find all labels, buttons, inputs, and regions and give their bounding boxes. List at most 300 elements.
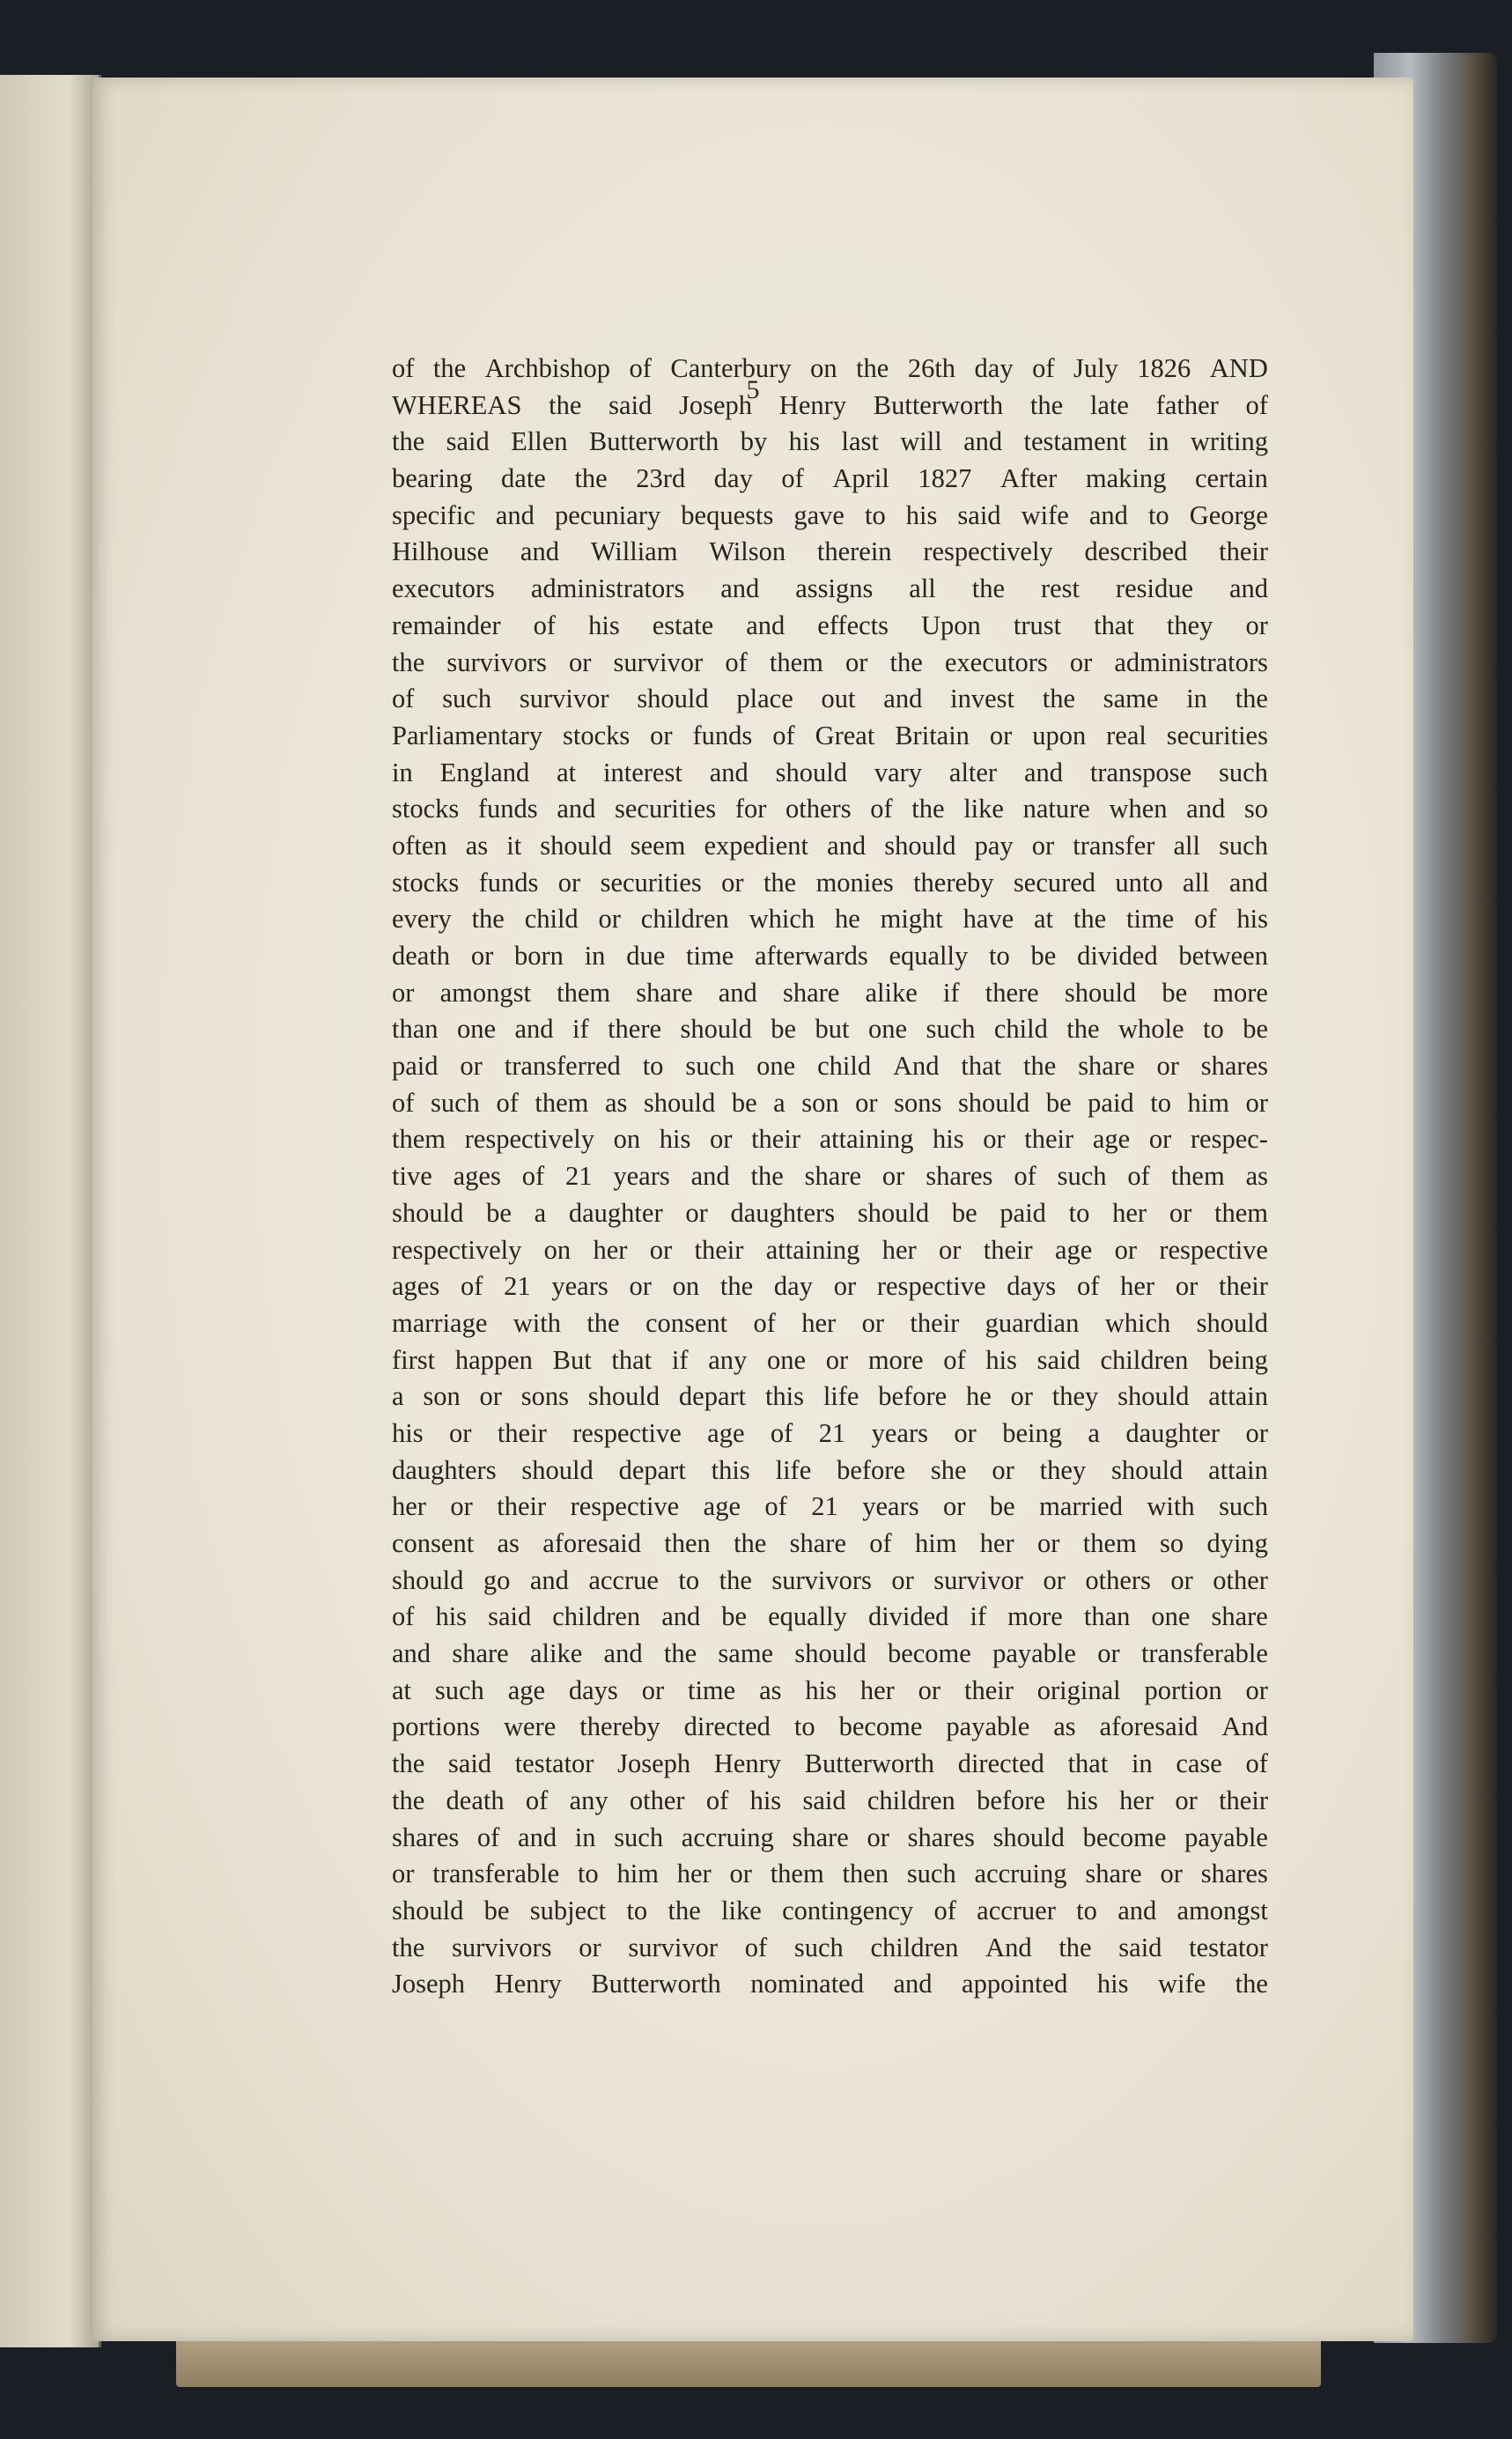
- word: pecuniary: [554, 499, 661, 530]
- word: amongst: [1176, 1895, 1268, 1925]
- text-line: [392, 1599, 1268, 1636]
- word: like: [963, 794, 1004, 824]
- word: share: [782, 977, 840, 1008]
- word: their: [1218, 1271, 1268, 1302]
- word: to: [793, 1711, 815, 1742]
- word: he: [965, 1381, 992, 1412]
- word: their: [497, 1491, 547, 1522]
- word: share: [792, 1822, 849, 1852]
- word: child: [817, 1051, 872, 1082]
- word: her: [1112, 1197, 1147, 1228]
- word: all: [1173, 830, 1200, 861]
- word: executors: [944, 647, 1048, 677]
- word: or: [855, 1087, 878, 1118]
- word: if: [942, 977, 960, 1008]
- word: should: [392, 1197, 464, 1228]
- text-line: [392, 498, 1268, 535]
- word: one: [756, 1051, 796, 1082]
- word: accrue: [588, 1564, 659, 1595]
- word: in: [392, 757, 413, 787]
- word: his: [1236, 904, 1268, 935]
- word: wife: [1021, 499, 1069, 530]
- word: testament: [1023, 426, 1127, 457]
- text-line: [392, 1489, 1268, 1526]
- word: secured: [1013, 867, 1096, 898]
- word: pay: [974, 830, 1014, 861]
- word: Hilhouse: [392, 536, 490, 567]
- word: of: [392, 353, 415, 383]
- word: respectively: [464, 1124, 594, 1155]
- word: be: [483, 1895, 510, 1925]
- word: on: [810, 353, 837, 383]
- text-line: [392, 718, 1268, 755]
- word: or: [649, 1234, 673, 1265]
- word: Henry: [778, 389, 847, 420]
- word: they: [1039, 1454, 1087, 1485]
- text-line: [392, 1930, 1268, 1967]
- word: executors: [392, 573, 495, 604]
- word: directed: [683, 1711, 771, 1742]
- word: this: [764, 1381, 805, 1412]
- word: or: [1170, 1564, 1193, 1595]
- word: rest: [1040, 573, 1080, 604]
- word: said: [446, 426, 490, 457]
- word: of: [1245, 389, 1268, 420]
- word: respectively: [392, 1234, 522, 1265]
- text-line: [392, 571, 1268, 608]
- text-line: [392, 1673, 1268, 1710]
- word: of: [1194, 904, 1217, 935]
- word: they: [1051, 1381, 1099, 1412]
- facing-page-edge: [0, 75, 101, 2347]
- word: should: [643, 1087, 716, 1118]
- word: remainder: [392, 610, 501, 640]
- word: vary: [874, 757, 923, 787]
- word: place: [736, 684, 793, 714]
- word: share: [636, 977, 693, 1008]
- word: her: [979, 1528, 1014, 1558]
- word: or: [650, 720, 673, 750]
- word: a: [534, 1197, 547, 1228]
- word: shares: [392, 1822, 460, 1852]
- word: of: [496, 1087, 519, 1118]
- word: or: [861, 1307, 884, 1338]
- word: their: [963, 1674, 1014, 1705]
- word: the: [574, 463, 608, 494]
- word: a: [1088, 1417, 1100, 1448]
- word: contingency: [782, 1895, 914, 1925]
- text-line: [392, 1709, 1268, 1746]
- word: of: [1076, 1271, 1100, 1302]
- word: accruing: [974, 1859, 1067, 1889]
- word: stocks: [392, 794, 460, 824]
- word: her: [392, 1491, 426, 1522]
- word: such: [685, 1051, 735, 1082]
- text-line: [392, 1526, 1268, 1563]
- word: of: [753, 1307, 776, 1338]
- word: late: [1089, 389, 1129, 420]
- word: Parliamentary: [392, 720, 543, 750]
- word: years: [551, 1271, 608, 1302]
- word: the: [1023, 1051, 1057, 1082]
- word: Archbishop: [484, 353, 610, 383]
- word: or: [1169, 1197, 1192, 1228]
- word: specific: [392, 499, 476, 530]
- word: age: [1054, 1234, 1093, 1265]
- word: Wilson: [709, 536, 786, 567]
- word: age: [707, 1417, 745, 1448]
- word: and: [1088, 499, 1128, 530]
- word: or: [721, 867, 744, 898]
- text-line: [392, 1011, 1268, 1048]
- word: than: [1083, 1601, 1131, 1632]
- word: such: [430, 1087, 480, 1118]
- word: more: [1213, 977, 1268, 1008]
- word: assigns: [795, 573, 874, 604]
- word: should: [884, 830, 956, 861]
- word: depart: [678, 1381, 747, 1412]
- text-line: [392, 901, 1268, 938]
- word: or: [557, 867, 581, 898]
- word: become: [887, 1638, 971, 1669]
- word: the: [432, 353, 467, 383]
- word: that: [1067, 1748, 1109, 1779]
- word: funds: [477, 794, 538, 824]
- word: as: [1053, 1711, 1076, 1742]
- word: subject: [529, 1895, 607, 1925]
- word: and: [495, 499, 535, 530]
- word: due: [626, 941, 666, 971]
- word: son: [801, 1087, 839, 1118]
- word: day: [974, 353, 1014, 383]
- word: years: [871, 1417, 928, 1448]
- word: them: [769, 647, 823, 677]
- word: or: [983, 1124, 1006, 1155]
- word: which: [749, 904, 815, 935]
- word: daughters: [392, 1454, 497, 1485]
- word: his: [905, 499, 938, 530]
- word: sons: [520, 1381, 569, 1412]
- word: gave: [793, 499, 845, 530]
- word: of: [476, 1822, 500, 1852]
- text-line: [392, 1746, 1268, 1783]
- word: estate: [652, 610, 714, 640]
- word: July: [1073, 353, 1118, 383]
- word: date: [501, 463, 546, 494]
- word: said: [608, 389, 653, 420]
- word: securities: [615, 794, 717, 824]
- word: their: [983, 1234, 1033, 1265]
- word: of: [933, 1895, 956, 1925]
- word: certain: [1194, 463, 1268, 494]
- word: this: [711, 1454, 750, 1485]
- word: and: [603, 1638, 643, 1669]
- word: others: [786, 794, 852, 824]
- word: or: [1175, 1785, 1198, 1815]
- word: her: [1119, 1785, 1154, 1815]
- word: should: [857, 1197, 930, 1228]
- word: Upon: [921, 610, 981, 640]
- word: seem: [630, 830, 686, 861]
- word: survivor: [519, 684, 609, 714]
- word: or: [1148, 1124, 1172, 1155]
- word: or: [867, 1822, 889, 1852]
- word: attain: [1208, 1381, 1268, 1412]
- word: him: [915, 1528, 957, 1558]
- word: After: [999, 463, 1058, 494]
- word: or: [1114, 1234, 1138, 1265]
- word: them: [1213, 1197, 1268, 1228]
- word: daughter: [1125, 1417, 1221, 1448]
- word: aforesaid: [542, 1528, 641, 1558]
- word: stocks: [563, 720, 631, 750]
- word: than: [392, 1014, 439, 1045]
- word: them: [770, 1859, 824, 1889]
- word: when: [1109, 794, 1168, 824]
- word: then: [842, 1859, 889, 1889]
- word: the: [971, 573, 1005, 604]
- word: attaining: [765, 1234, 860, 1265]
- word: daughter: [568, 1197, 663, 1228]
- word: with: [1147, 1491, 1195, 1522]
- word: thereby: [579, 1711, 660, 1742]
- word: on: [672, 1271, 700, 1302]
- word: being: [1208, 1344, 1268, 1375]
- word: to: [678, 1564, 700, 1595]
- word: father: [1155, 389, 1219, 420]
- word: between: [1178, 941, 1268, 971]
- word: or: [392, 977, 415, 1008]
- word: share: [1085, 1859, 1142, 1889]
- word: should: [957, 1087, 1030, 1118]
- word: and: [963, 426, 1003, 457]
- word: effects: [817, 610, 889, 640]
- word: payable: [1184, 1822, 1268, 1852]
- word: consent: [392, 1528, 475, 1558]
- word: of: [1014, 1161, 1036, 1192]
- word: guardian: [985, 1307, 1080, 1338]
- word: survivors: [451, 1932, 552, 1962]
- word: alike: [865, 977, 918, 1008]
- word: portion: [1144, 1674, 1222, 1705]
- word: the: [549, 389, 582, 420]
- word: the: [750, 1161, 784, 1192]
- word: should: [637, 684, 709, 714]
- word: shares: [1200, 1859, 1268, 1889]
- word: afterwards: [755, 941, 868, 971]
- word: on: [543, 1234, 572, 1265]
- word: said: [802, 1785, 846, 1815]
- word: years: [613, 1161, 670, 1192]
- word: testator: [514, 1748, 594, 1779]
- word: AND: [1209, 353, 1268, 383]
- word: of: [521, 1161, 545, 1192]
- word: her: [859, 1674, 895, 1705]
- word: every: [392, 904, 452, 935]
- word: ages: [453, 1161, 501, 1192]
- word: William: [590, 536, 678, 567]
- word: being: [1002, 1417, 1062, 1448]
- word: their: [910, 1307, 960, 1338]
- text-line: [392, 424, 1268, 461]
- word: should: [1064, 977, 1137, 1008]
- text-line: [392, 865, 1268, 902]
- word: children: [867, 1785, 955, 1815]
- word: or: [1043, 1564, 1066, 1595]
- word: if: [572, 1014, 589, 1045]
- word: age: [507, 1674, 546, 1705]
- word: and: [529, 1564, 569, 1595]
- word: respective: [570, 1491, 680, 1522]
- word: or: [598, 904, 621, 935]
- word: in: [574, 1822, 596, 1852]
- word: appointed: [962, 1969, 1068, 1999]
- word: securities: [1166, 720, 1268, 750]
- word: the: [734, 1528, 767, 1558]
- word: the: [392, 1932, 425, 1962]
- word: their: [694, 1234, 744, 1265]
- word: And: [1221, 1711, 1268, 1742]
- word: and: [520, 536, 559, 567]
- word: stocks: [392, 867, 460, 898]
- word: divided: [867, 1601, 949, 1632]
- word: divided: [1077, 941, 1158, 971]
- word: such: [926, 1014, 976, 1045]
- word: them: [1170, 1161, 1225, 1192]
- word: become: [1082, 1822, 1167, 1852]
- text-line: [392, 1048, 1268, 1085]
- word: or: [685, 1197, 708, 1228]
- word: same: [1103, 684, 1159, 714]
- word: and: [883, 684, 923, 714]
- word: their: [751, 1124, 800, 1155]
- word: amongst: [439, 977, 531, 1008]
- word: more: [867, 1344, 924, 1375]
- word: to: [642, 1051, 664, 1082]
- word: be: [951, 1197, 977, 1228]
- word: transpose: [1089, 757, 1192, 787]
- word: England: [439, 757, 530, 787]
- word: or: [891, 1564, 914, 1595]
- word: the: [1066, 1014, 1100, 1045]
- word: happen: [454, 1344, 533, 1375]
- word: as: [1245, 1161, 1268, 1192]
- word: before: [878, 1381, 948, 1412]
- word: him: [1187, 1087, 1229, 1118]
- word: the: [889, 647, 923, 677]
- word: respec-: [1190, 1124, 1268, 1155]
- word: such: [614, 1822, 664, 1852]
- word: invest: [950, 684, 1014, 714]
- word: Butterworth: [873, 389, 1004, 420]
- word: monies: [815, 867, 894, 898]
- word: others: [1085, 1564, 1151, 1595]
- word: and: [661, 1601, 701, 1632]
- word: share: [804, 1161, 862, 1192]
- word: interest: [603, 757, 682, 787]
- word: or: [954, 1417, 977, 1448]
- word: or: [710, 1124, 733, 1155]
- word: children: [640, 904, 729, 935]
- word: and: [518, 1822, 557, 1852]
- word: the: [1042, 684, 1075, 714]
- word: as: [497, 1528, 520, 1558]
- word: there: [985, 977, 1039, 1008]
- text-line: [392, 388, 1268, 425]
- word: one: [867, 1014, 908, 1045]
- word: of: [770, 1417, 793, 1448]
- word: their: [497, 1417, 547, 1448]
- word: out: [821, 684, 856, 714]
- word: his: [985, 1344, 1017, 1375]
- word: the: [719, 1271, 754, 1302]
- text-line: [392, 1195, 1268, 1232]
- word: were: [503, 1711, 557, 1742]
- word: or: [833, 1271, 857, 1302]
- word: of: [725, 647, 748, 677]
- word: the: [1235, 1969, 1268, 1999]
- word: whole: [1118, 1014, 1184, 1045]
- word: such: [1218, 757, 1268, 787]
- word: or: [1156, 1051, 1179, 1082]
- text-line: [392, 351, 1268, 388]
- word: or: [1175, 1271, 1199, 1302]
- word: time: [1126, 904, 1175, 935]
- word: 21: [818, 1417, 846, 1448]
- text-line: [392, 975, 1268, 1012]
- word: her: [801, 1307, 837, 1338]
- word: their: [1219, 536, 1268, 567]
- word: testator: [1189, 1932, 1268, 1962]
- word: of: [629, 353, 652, 383]
- word: be: [1243, 1014, 1268, 1045]
- word: 1827: [918, 463, 972, 494]
- word: her: [593, 1234, 628, 1265]
- word: go: [483, 1564, 511, 1595]
- word: on: [613, 1124, 641, 1155]
- word: or: [449, 1417, 472, 1448]
- word: dying: [1206, 1528, 1268, 1558]
- word: will: [900, 426, 942, 457]
- word: and: [709, 757, 749, 787]
- word: should: [1117, 1381, 1190, 1412]
- word: them: [392, 1124, 446, 1155]
- word: day: [773, 1271, 813, 1302]
- word: in: [1131, 1748, 1153, 1779]
- word: should: [775, 757, 847, 787]
- word: directed: [957, 1748, 1044, 1779]
- word: such: [1219, 830, 1268, 861]
- word: thereby: [913, 867, 994, 898]
- word: payable: [946, 1711, 1030, 1742]
- word: last: [841, 426, 879, 457]
- word: it: [506, 830, 522, 861]
- word: of: [1127, 1161, 1150, 1192]
- word: the: [392, 1748, 425, 1779]
- word: George: [1189, 499, 1268, 530]
- word: the: [1073, 904, 1107, 935]
- text-line: [392, 1158, 1268, 1195]
- word: respective: [876, 1271, 986, 1302]
- word: his: [749, 1785, 782, 1815]
- word: or: [1245, 1674, 1268, 1705]
- word: or: [1037, 1528, 1060, 1558]
- word: of: [870, 794, 893, 824]
- word: WHEREAS: [392, 389, 522, 420]
- text-line: [392, 1085, 1268, 1122]
- text-line: [392, 681, 1268, 718]
- word: And: [985, 1932, 1032, 1962]
